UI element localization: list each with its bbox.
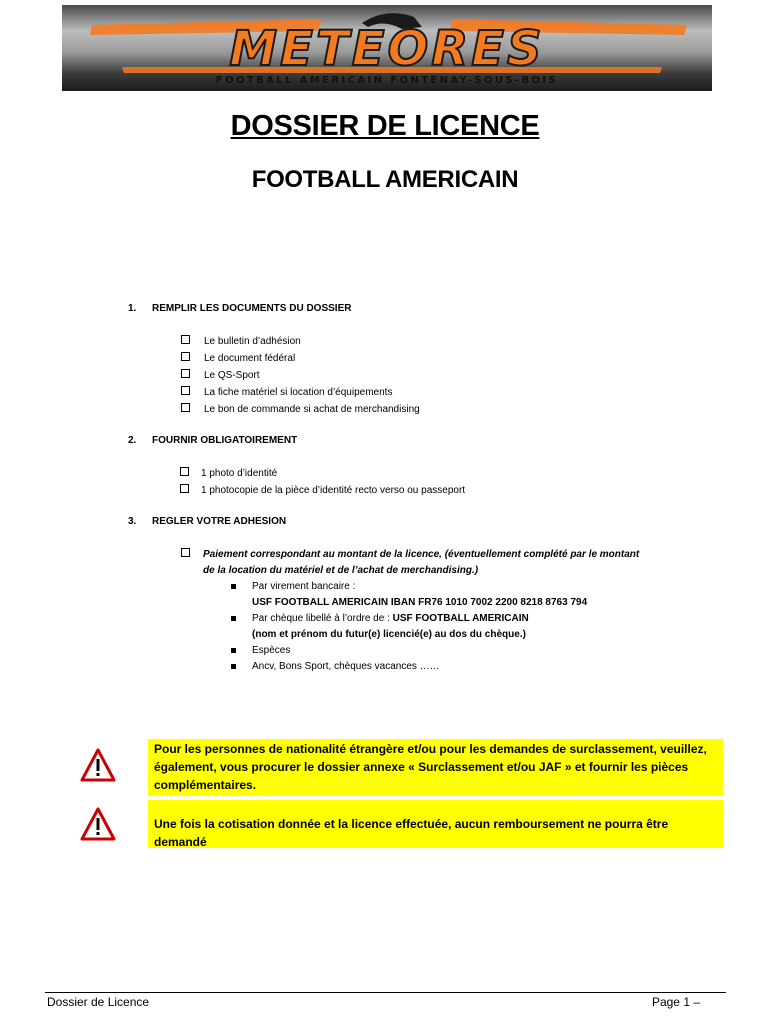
section-title: REGLER VOTRE ADHESION bbox=[152, 516, 287, 527]
payment-block bbox=[181, 547, 701, 675]
checkbox-icon bbox=[181, 548, 190, 557]
list-item: Le bon de commande si achat de merchandising bbox=[181, 401, 420, 418]
document-title: DOSSIER DE LICENCE bbox=[230, 110, 540, 142]
list-item: 1 photocopie de la pièce d’identité recto verso ou passeport bbox=[180, 482, 465, 499]
bullet-icon bbox=[231, 616, 236, 621]
section-3-heading bbox=[128, 516, 286, 527]
section-title: FOURNIR OBLIGATOIREMENT bbox=[152, 435, 298, 446]
header-banner bbox=[62, 5, 712, 91]
list-item: La fiche matériel si location d’équipements bbox=[181, 384, 420, 401]
payment-description: Paiement correspondant au montant de la licence, (éventuellement complété par le montant de la location du matériel et de l’achat de merchandising.) bbox=[181, 547, 701, 579]
list-item: Le bulletin d’adhésion bbox=[181, 333, 420, 350]
section-number: 3. bbox=[128, 516, 137, 527]
list-item: Le document fédéral bbox=[181, 350, 420, 367]
checkbox-icon bbox=[181, 386, 190, 395]
warning-box-surclassement: Pour les personnes de nationalité étrangère et/ou pour les demandes de surclassement, veuillez, également, vous procurer le dossier annexe « Surclassement et/ou JAF » et fournir les pièces complémentaires. bbox=[148, 739, 723, 796]
warning-triangle-icon bbox=[80, 748, 116, 782]
warning-triangle-icon bbox=[80, 807, 116, 841]
list-item: 1 photo d’identité bbox=[180, 465, 465, 482]
banner-subtitle: FOOTBALL AMERICAIN FONTENAY-SOUS-BOIS bbox=[215, 75, 559, 86]
payment-method-virement: Par virement bancaire : USF FOOTBALL AMERICAIN IBAN FR76 1010 7002 2200 8218 8763 794 bbox=[181, 579, 701, 611]
footer-page-number: Page 1 – bbox=[651, 995, 700, 1009]
warning-box-remboursement: Une fois la cotisation donnée et la licence effectuée, aucun remboursement ne pourra être demandé bbox=[148, 800, 723, 848]
payment-method-especes: Espèces bbox=[181, 643, 701, 659]
bullet-icon bbox=[231, 584, 236, 589]
bullet-icon bbox=[231, 664, 236, 669]
footer-document-name: Dossier de Licence bbox=[47, 995, 150, 1009]
checkbox-icon bbox=[181, 369, 190, 378]
section-title: REMPLIR LES DOCUMENTS DU DOSSIER bbox=[152, 303, 352, 314]
logo-text: METEORES bbox=[229, 21, 545, 77]
payment-method-ancv: Ancv, Bons Sport, chèques vacances …… bbox=[181, 659, 701, 675]
checkbox-icon bbox=[180, 484, 189, 493]
footer-divider bbox=[45, 992, 726, 993]
checkbox-icon bbox=[181, 352, 190, 361]
section-number: 2. bbox=[128, 435, 137, 446]
section-2-checklist bbox=[180, 465, 465, 499]
document-subtitle: FOOTBALL AMERICAIN bbox=[251, 166, 519, 193]
section-1-heading bbox=[128, 303, 351, 314]
bullet-icon bbox=[231, 648, 236, 653]
section-1-checklist bbox=[181, 333, 420, 418]
payment-method-cheque: Par chèque libellé à l’ordre de : USF FOOTBALL AMERICAIN (nom et prénom du futur(e) licencié(e) au dos du chèque.) bbox=[181, 611, 701, 643]
section-2-heading bbox=[128, 435, 297, 446]
section-number: 1. bbox=[128, 303, 137, 314]
checkbox-icon bbox=[181, 403, 190, 412]
payment-methods-list bbox=[181, 579, 701, 675]
list-item: Le QS-Sport bbox=[181, 367, 420, 384]
checkbox-icon bbox=[181, 335, 190, 344]
checkbox-icon bbox=[180, 467, 189, 476]
